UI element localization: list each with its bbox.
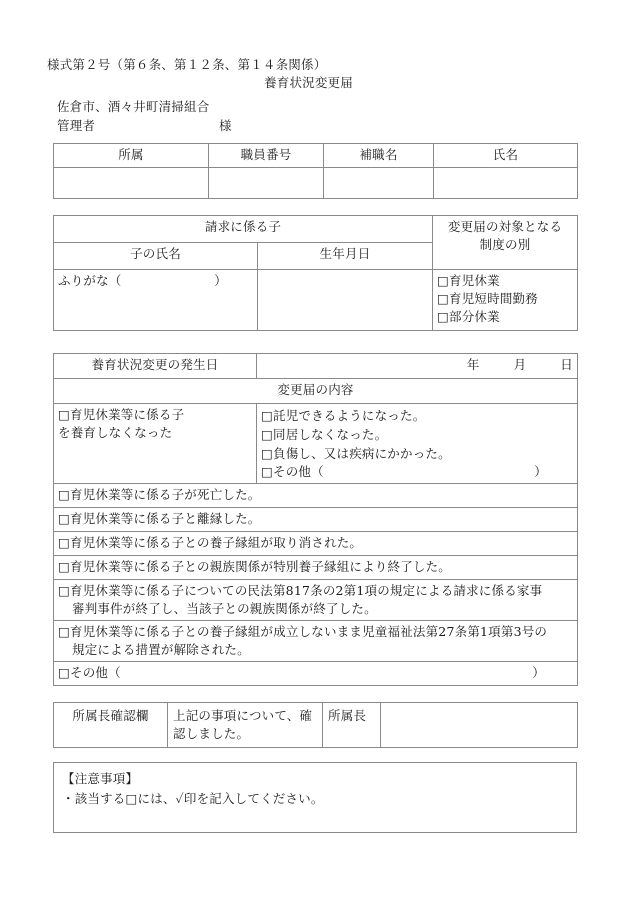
child-value-row xyxy=(54,269,578,330)
staff-table xyxy=(53,143,578,198)
scope-header-line2: 制度の別 xyxy=(479,236,531,252)
furigana-close-paren: ） xyxy=(214,272,227,288)
reason-group-label-line1: □育児休業等に係る子 xyxy=(58,406,185,422)
child-col-name: 子の氏名 xyxy=(54,242,258,269)
staff-field-name[interactable] xyxy=(434,167,578,198)
change-option-adoption-revoked[interactable]: □育児休業等に係る子との養子縁組が取り消された。 xyxy=(54,531,578,555)
notes-cell xyxy=(54,763,577,833)
reason-other-close-paren: ） xyxy=(534,463,547,479)
civil-code-line2: 審判事件が終了し、当該子との親族関係が終了した。 xyxy=(72,600,377,616)
confirmation-row xyxy=(54,703,578,748)
confirmation-table xyxy=(53,702,578,748)
change-row-death xyxy=(54,483,578,507)
child-group-header-row xyxy=(54,215,578,242)
event-date-label: 養育状況変更の発生日 xyxy=(54,353,257,378)
child-table xyxy=(53,215,578,331)
addressee-role: 管理者 xyxy=(57,117,96,133)
addressee-honorific: 様 xyxy=(219,117,232,133)
staff-col-position: 補職名 xyxy=(324,144,434,167)
confirmation-statement-line2: 認しました。 xyxy=(173,726,250,742)
change-option-child-died[interactable]: □育児休業等に係る子が死亡した。 xyxy=(54,483,578,507)
document-header xyxy=(0,0,630,135)
child-group-header: 請求に係る子 xyxy=(54,215,433,242)
civil-code-line1: □育児休業等に係る子についての民法第817条の2第1項の規定による請求に係る家事 xyxy=(58,582,543,598)
reason-group-label-line2: を養育しなくなった xyxy=(58,424,173,440)
reason-group-row xyxy=(54,403,578,483)
change-other-inner xyxy=(58,664,573,682)
change-other-label: □その他（ xyxy=(58,665,121,681)
event-date-row xyxy=(54,353,578,378)
change-option-special-adoption-ended[interactable]: □育児休業等に係る子との親族関係が特別養子縁組により終了した。 xyxy=(54,555,578,579)
staff-value-row xyxy=(54,167,578,198)
reason-option-injury-illness[interactable]: □負傷し、又は疾病にかかった。 xyxy=(261,445,451,461)
change-option-adoption-dissolved[interactable]: □育児休業等に係る子と離縁した。 xyxy=(54,507,578,531)
document-title: 養育状況変更届 xyxy=(264,75,353,91)
staff-col-affiliation: 所属 xyxy=(54,144,209,167)
scope-option-short-time-work[interactable]: □育児短時間勤務 xyxy=(437,290,538,306)
date-month-label: 月 xyxy=(513,356,527,372)
change-row-other xyxy=(54,662,578,686)
change-row-child-welfare xyxy=(54,620,578,661)
furigana-label: ふりがな（ xyxy=(58,272,122,288)
notes-title: 【注意事項】 xyxy=(62,771,139,787)
child-table-wrapper xyxy=(0,199,630,331)
reason-group-label[interactable] xyxy=(54,403,257,483)
change-row-dissolution xyxy=(54,507,578,531)
notes-wrapper xyxy=(0,748,630,833)
child-name-cell[interactable] xyxy=(54,269,258,330)
staff-field-employee-number[interactable] xyxy=(209,167,324,198)
event-date-field[interactable] xyxy=(257,353,578,378)
scope-option-childcare-leave[interactable]: □育児休業 xyxy=(437,272,500,288)
date-year-label: 年 xyxy=(466,356,480,372)
chief-label: 所属長 xyxy=(323,703,381,748)
change-row-special-adoption xyxy=(54,555,578,579)
child-birthdate-cell[interactable] xyxy=(258,269,433,330)
child-col-birthdate: 生年月日 xyxy=(258,242,433,269)
content-header-row xyxy=(54,378,578,403)
date-day-label: 日 xyxy=(560,356,573,372)
change-other-close-paren: ） xyxy=(532,665,545,681)
change-option-civil-code-817[interactable] xyxy=(54,579,578,620)
content-header: 変更届の内容 xyxy=(54,378,578,403)
change-content-table xyxy=(53,353,578,687)
reason-option-not-cohabiting[interactable]: □同居しなくなった。 xyxy=(261,426,388,442)
staff-field-position[interactable] xyxy=(324,167,434,198)
change-row-civil-code xyxy=(54,579,578,620)
chief-signature-field[interactable] xyxy=(381,703,578,748)
notes-row xyxy=(54,763,577,833)
change-option-other[interactable] xyxy=(54,662,578,686)
notes-item-1: ・該当する□には、✓印を記入してください。 xyxy=(62,790,324,806)
furigana-field[interactable] xyxy=(58,272,253,290)
staff-field-affiliation[interactable] xyxy=(54,167,209,198)
staff-col-name: 氏名 xyxy=(434,144,578,167)
staff-table-wrapper xyxy=(0,135,630,198)
form-code: 様式第２号（第６条、第１２条、第１４条関係） xyxy=(47,57,327,72)
staff-header-row xyxy=(54,144,578,167)
child-welfare-line1: □育児休業等に係る子との養子縁組が成立しないまま児童福祉法第27条第1項第3号の xyxy=(58,623,548,639)
scope-option-partial-leave[interactable]: □部分休業 xyxy=(437,308,500,324)
confirmation-statement xyxy=(168,703,323,748)
scope-header xyxy=(433,215,578,269)
change-row-revoked xyxy=(54,531,578,555)
confirmation-wrapper xyxy=(0,686,630,748)
confirmation-label: 所属長確認欄 xyxy=(54,703,168,748)
reason-option-other[interactable] xyxy=(261,463,573,481)
reason-other-label: □その他（ xyxy=(261,463,324,479)
addressee-block xyxy=(47,98,580,136)
child-welfare-line2: 規定による措置が解除された。 xyxy=(72,642,250,657)
notes-table xyxy=(53,762,577,833)
scope-header-line1: 変更届の対象となる xyxy=(447,218,563,234)
organization-name: 佐倉市、酒々井町清掃組合 xyxy=(57,98,210,114)
scope-options-cell[interactable] xyxy=(433,269,578,330)
reason-option-daycare-available[interactable]: □託児できるようになった。 xyxy=(261,407,426,423)
reason-options-cell xyxy=(257,403,578,483)
main-table-wrapper xyxy=(0,331,630,687)
change-option-child-welfare-act-27[interactable] xyxy=(54,620,578,661)
confirmation-statement-line1: 上記の事項について、確 xyxy=(173,708,313,724)
staff-col-employee-number: 職員番号 xyxy=(209,144,324,167)
